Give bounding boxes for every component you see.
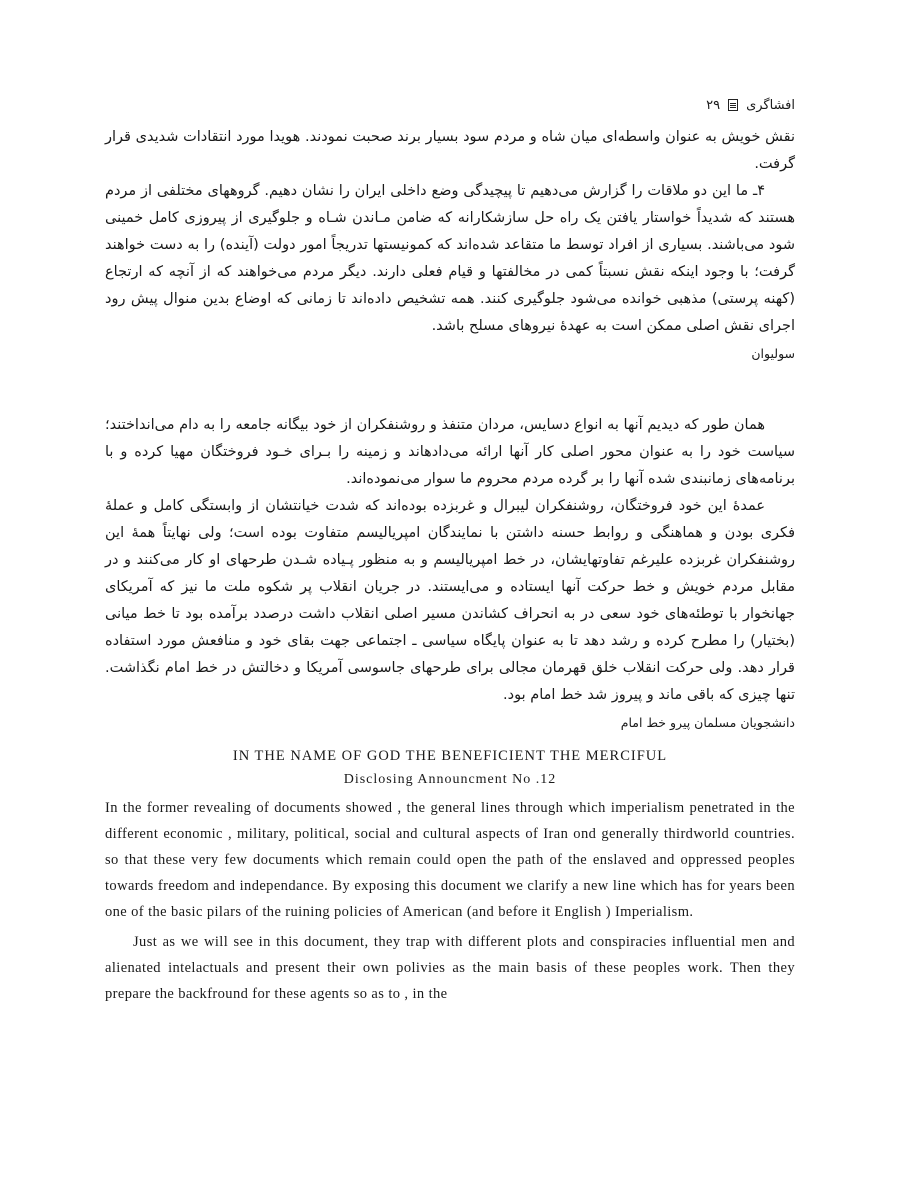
signature-students: دانشجویان مسلمان پیرو خط امام [620, 715, 795, 730]
persian-paragraph-3: همان طور که دیدیم آنها به انواع دسایس، مردان متنفذ و روشنفکران از خود بیگانه جامعه را به دام می‌انداختند؛ سیاست خود را به عنوان محور اصلی کار آنها ارائه می‌دادهاند و زمینه را بـرای خـود فروختگان مهیا کرده و با برنامه‌های زمانبندی شده آنها را بر گرده مردم محروم ما سوار می‌نموده‌اند. [105, 417, 795, 487]
document-page [105, 90, 795, 1007]
english-paragraph-2: Just as we will see in this document, they trap with different plots and conspiracies influential men and alienated intelactuals and present their own polivies as the main basis of these peoples work. Then they prepare the backfround for these agents so as to , in the [105, 934, 795, 1002]
page-header [105, 90, 795, 120]
persian-paragraph-1: نقش خویش به عنوان واسطه‌ای میان شاه و مردم سود بسیار برند صحبت نمودند. هویدا مورد انتقادات شدیدی قرار گرفت. [105, 129, 795, 172]
english-title: IN THE NAME OF GOD THE BENEFICIENT THE MERCIFUL [232, 748, 668, 764]
persian-paragraph-4: عمدهٔ این خود فروختگان، روشنفکران لیبرال و غربزده بوده‌اند که شدت خیانتشان از وابستگی کامل و عملهٔ فکری بودن و هماهنگی و روابط حسنه داشتن با نمایندگان امپریالیسم متفاوت بوده است؛ ولی نهایتاً همهٔ این روشنفکران غربزده علیرغم تفاوتهایشان، در خط امپریالیسم و به منظور پـیاده شـدن طرحهای او کار می‌کنند و در مقابل مردم خویش و خط حرکت آنها ایستاده و می‌ایستند. در جریان انقلاب پر شکوه ملت ما نیز که آمریکای جهانخوار با توطئه‌های خود سعی در به انحراف کشاندن مسیر اصلی انقلاب داشت درصدد برآمده بود تا خط میانی (بختیار) را مطرح کرده و رشد دهد تا به عنوان پایگاه سیاسی ـ اجتماعی جهت بقای خود و منافعش مورد استفاده قرار دهد. ولی حرکت انقلاب خلق قهرمان مجالی برای طرحهای جاسوسی آمریکا و دخالتش در خط امام نگذاشت. تنها چیزی که باقی ماند و پیروز شد خط امام بود. [105, 498, 795, 703]
signature-sullivan: سولیوان [751, 346, 795, 361]
page-number: ۲۹ [706, 97, 721, 113]
book-icon [728, 99, 738, 111]
english-paragraph-1: In the former revealing of documents showed , the general lines through which imperialism penetrated in the different economic , military, political, social and cultural aspects of Iran ond generally thirdworld countries. so that these very few documents which remain could open the path of the enslaved and oppressed peoples towards freedom and independance. By exposing this document we clarify a new line which has for years been one of the basic pilars of the ruining policies of American (and before it English ) Imperialism. [105, 800, 795, 920]
section-gap [105, 366, 795, 412]
section-title: افشاگری [746, 97, 795, 113]
persian-paragraph-2: ۴ـ ما این دو ملاقات را گزارش می‌دهیم تا پیچیدگی وضع داخلی ایران را نشان دهیم. گروههای مختلفی از مردم هستند که شدیداً خواستار یافتن یک راه حل سازشکارانه که ضامن مـاندن شـاه و جلوگیری از پیروزی کامل خمینی شود می‌باشند. بسیاری از افراد توسط ما متقاعد شده‌اند که کمونیستها تدریجاً امور دولت (آینده) را به دست خواهند گرفت؛ با وجود اینکه نقش نسبتاً کمی در مخالفتها و قیام فعلی دارند. دیگر مردم می‌خواهند که از آنچه که ارتجاع (کهنه پرستی) مذهبی خوانده می‌شود جلوگیری کنند. همه تشخیص داده‌اند تا زمانی که اوضاع بدین منوال پیش رود اجرای نقش اصلی ممکن است به عهدهٔ نیروهای مسلح باشد. [105, 183, 795, 334]
english-subtitle: Disclosing Announcment No .12 [343, 772, 557, 787]
